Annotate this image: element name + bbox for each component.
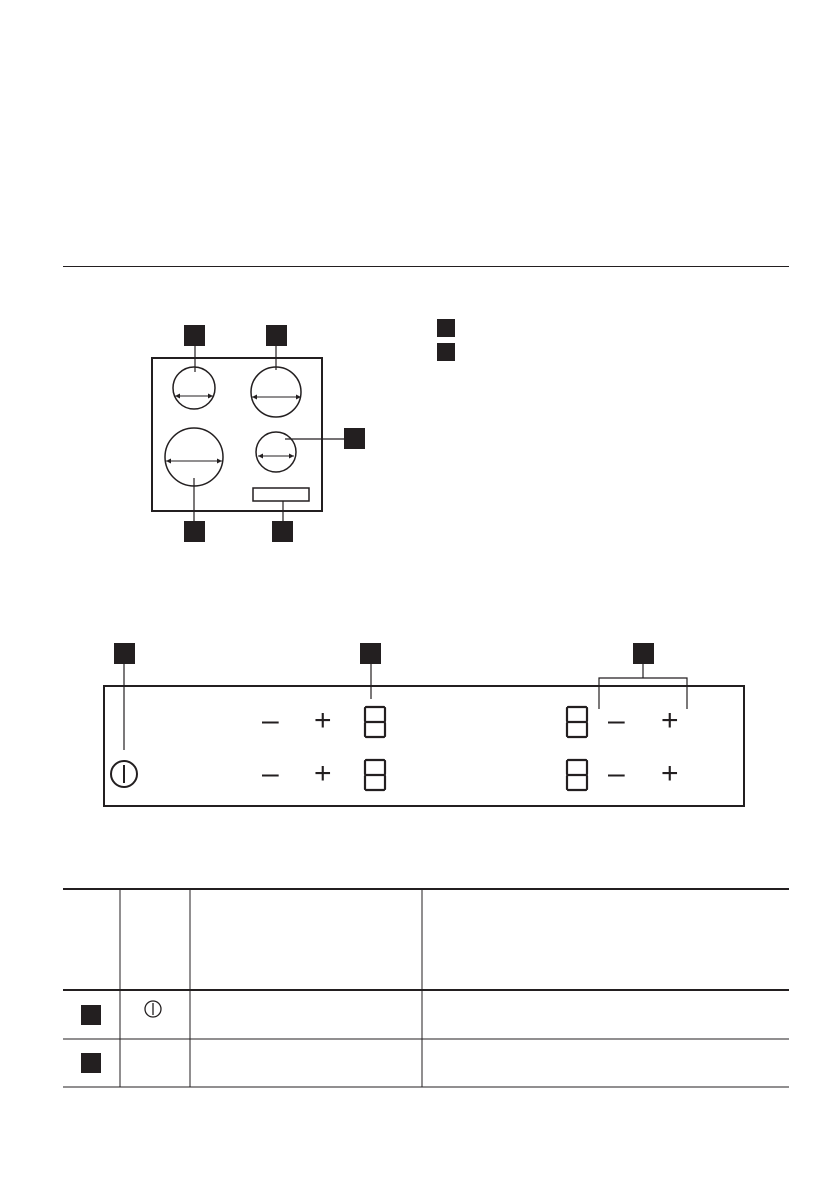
table-row-2-marker (81, 1053, 101, 1073)
right-minus-key-row-1[interactable]: – (608, 704, 625, 737)
left-minus-key-row-1[interactable]: – (262, 704, 279, 737)
table-row-1-marker (81, 1005, 101, 1025)
table-power-icon (145, 1001, 161, 1017)
left-plus-key-row-2[interactable]: + (314, 757, 332, 790)
right-plus-key-row-1[interactable]: + (661, 704, 679, 737)
left-plus-key-row-1[interactable]: + (314, 704, 332, 737)
left-minus-key-row-2[interactable]: – (262, 757, 279, 790)
right-plus-key-row-2[interactable]: + (661, 757, 679, 790)
right-minus-key-row-2[interactable]: – (608, 757, 625, 790)
